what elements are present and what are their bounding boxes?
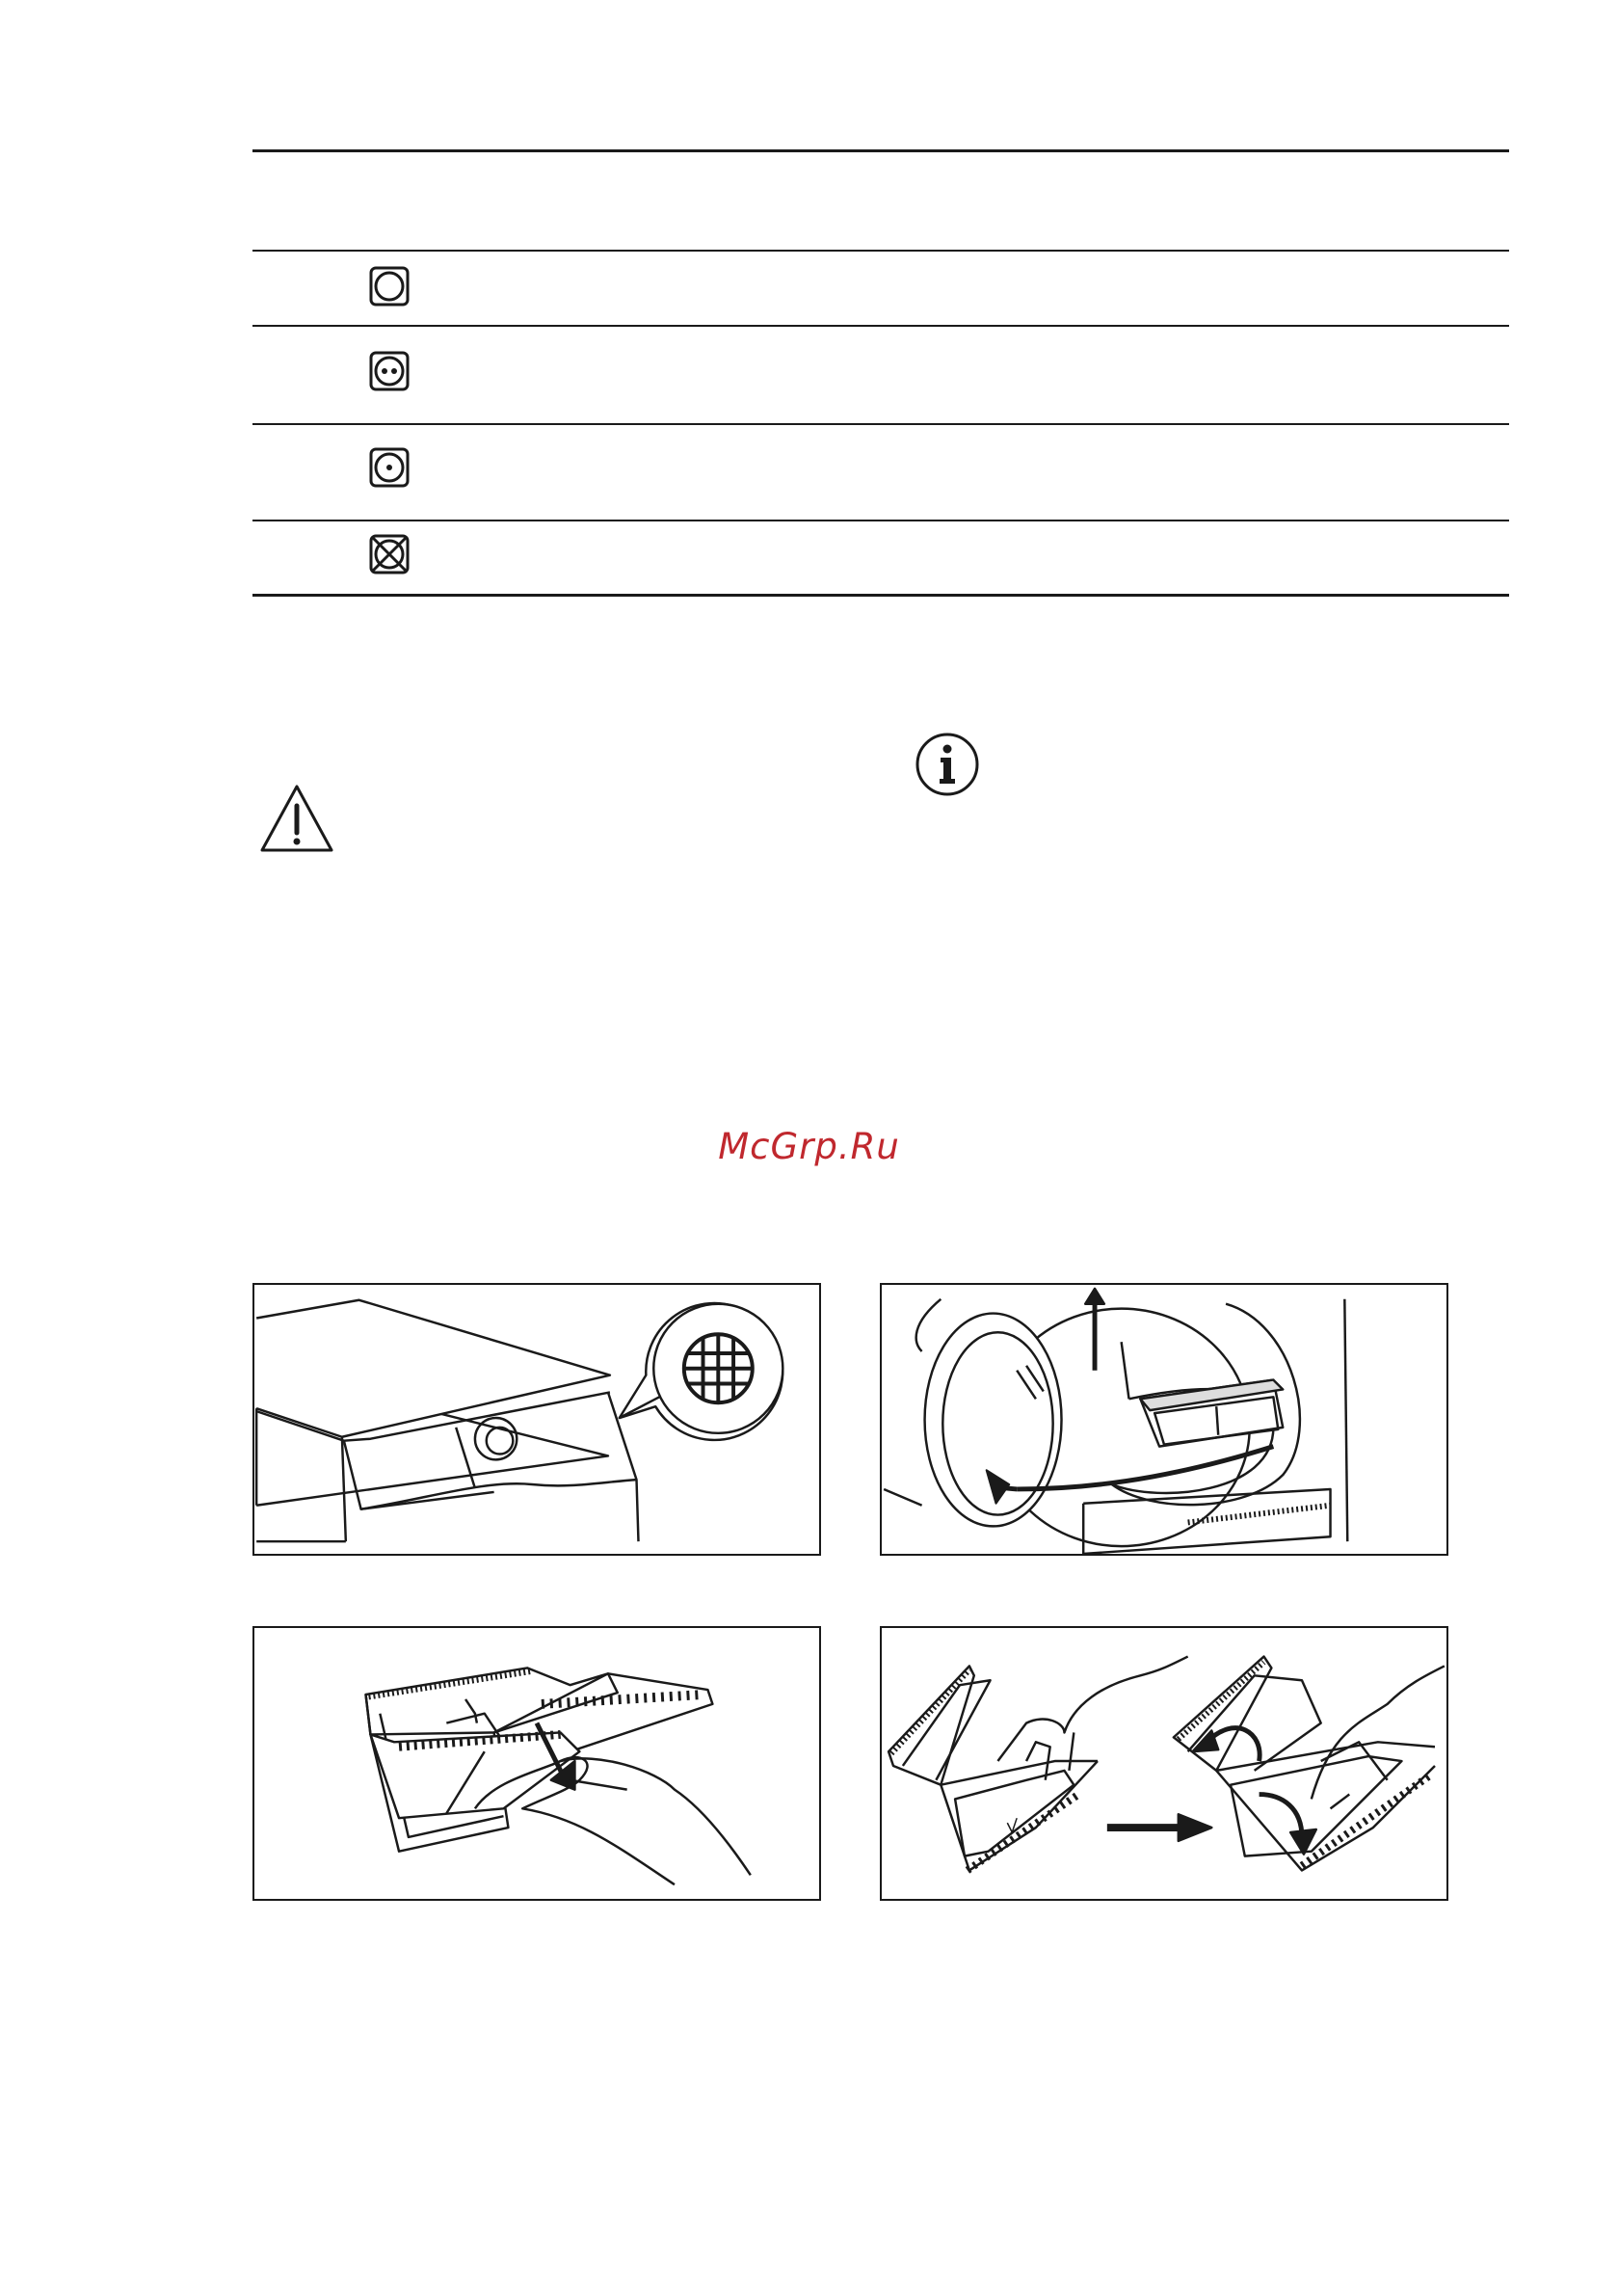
care-symbol-table xyxy=(252,149,1509,598)
watermark: McGrp.Ru xyxy=(718,1126,900,1167)
table-row-divider xyxy=(252,423,1509,425)
remove-door-filter-illustration xyxy=(880,1283,1448,1556)
table-row-divider xyxy=(252,520,1509,521)
tumble-dry-normal-icon xyxy=(368,265,411,307)
do-not-tumble-dry-icon xyxy=(368,533,411,575)
open-filter-illustration xyxy=(252,1626,821,1901)
table-bottom-rule xyxy=(252,594,1509,597)
tumble-dry-normal-heat-icon xyxy=(368,350,411,392)
table-top-rule xyxy=(252,149,1509,152)
warning-triangle-icon xyxy=(258,783,335,854)
table-row-divider xyxy=(252,325,1509,327)
dryer-filter-indicator-illustration xyxy=(252,1283,821,1556)
tumble-dry-low-heat-icon xyxy=(368,446,411,489)
info-icon xyxy=(914,731,981,798)
table-row-divider xyxy=(252,250,1509,252)
clean-filter-illustration xyxy=(880,1626,1448,1901)
